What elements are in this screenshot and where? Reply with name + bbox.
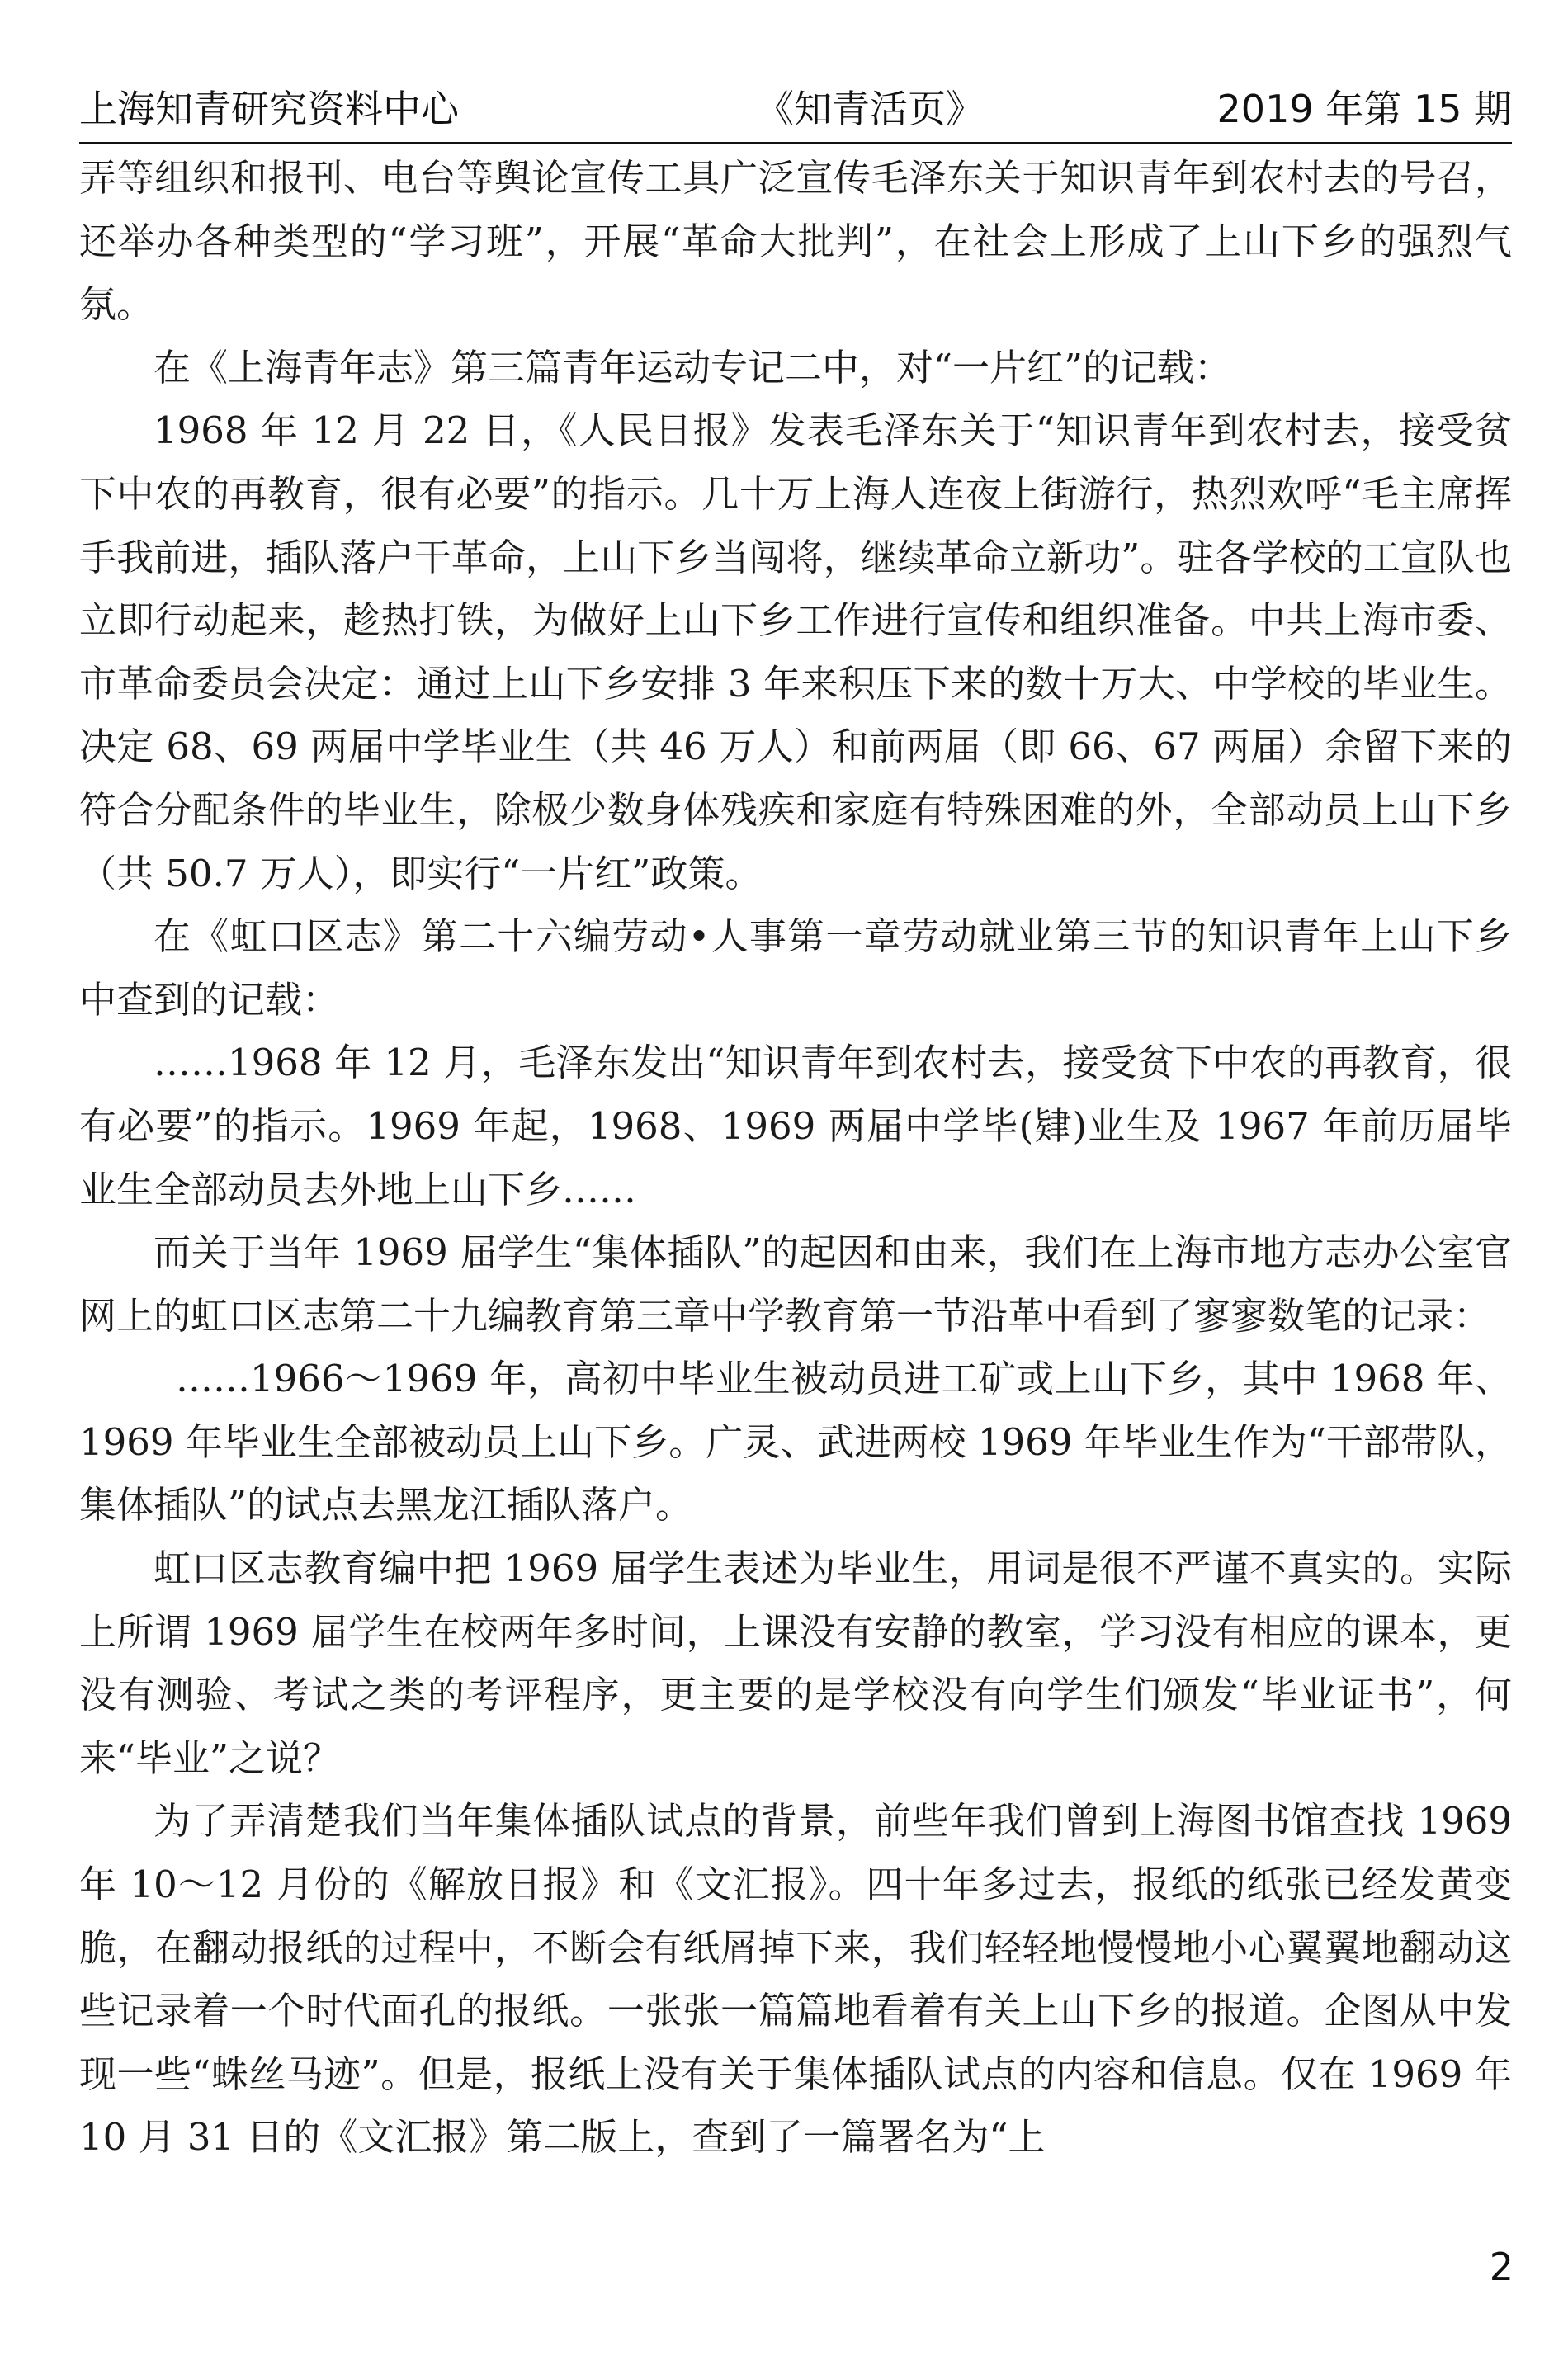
header-publication-title: 《知青活页》 <box>756 87 984 131</box>
paragraph: 弄等组织和报刊、电台等舆论宣传工具广泛宣传毛泽东关于知识青年到农村去的号召，还举办各种类型的“学习班”，开展“革命大批判”，在社会上形成了上山下乡的强烈气氛。 <box>79 156 1512 327</box>
paragraph: ……1968 年 12 月，毛泽东发出“知识青年到农村去，接受贫下中农的再教育，很有必要”的指示。1969 年起，1968、1969 两届中学毕(肄)业生及 1967 年前历届毕业生全部动员去外地上山下乡…… <box>79 1041 1512 1211</box>
paragraph: 在《虹口区志》第二十六编劳动•人事第一章劳动就业第三节的知识青年上山下乡中查到的记载： <box>79 914 1512 1022</box>
paragraph: 在《上海青年志》第三篇青年运动专记二中，对“一片红”的记载： <box>153 345 1232 390</box>
page-header <box>79 79 1512 134</box>
page-number: 2 <box>1489 2245 1514 2289</box>
header-publisher: 上海知青研究资料中心 <box>79 87 459 131</box>
article-body <box>79 147 1512 2170</box>
paragraph: ……1966～1969 年，高初中毕业生被动员进工矿或上山下乡，其中 1968 年、1969 年毕业生全部被动员上山下乡。广灵、武进两校 1969 年毕业生作为“干部带队，集体插队”的试点去黑龙江插队落户。 <box>79 1357 1512 1527</box>
paragraph: 为了弄清楚我们当年集体插队试点的背景，前些年我们曾到上海图书馆查找 1969 年 10～12 月份的《解放日报》和《文汇报》。四十年多过去，报纸的纸张已经发黄变脆，在翻动报纸的过程中，不断会有纸屑掉下来，我们轻轻地慢慢地小心翼翼地翻动这些记录着一个时代面孔的报纸。一张张一篇篇地看着有关上山下乡的报道。企图从中发现一些“蛛丝马迹”。但是，报纸上没有关于集体插队试点的内容和信息。仅在 1969 年 10 月 31 日的《文汇报》第二版上，查到了一篇署名为“上 <box>79 1799 1512 2160</box>
paragraph: 1968 年 12 月 22 日，《人民日报》发表毛泽东关于“知识青年到农村去，接受贫下中农的再教育，很有必要”的指示。几十万上海人连夜上街游行，热烈欢呼“毛主席挥手我前进，插队落户干革命，上山下乡当闯将，继续革命立新功”。驻各学校的工宣队也立即行动起来，趁热打铁，为做好上山下乡工作进行宣传和组织准备。中共上海市委、市革命委员会决定：通过上山下乡安排 3 年来积压下来的数十万大、中学校的毕业生。决定 68、69 两届中学毕业生（共 46 万人）和前两届（即 66、67 两届）余留下来的符合分配条件的毕业生，除极少数身体残疾和家庭有特殊困难的外，全部动员上山下乡（共 50.7 万人），即实行“一片红”政策。 <box>79 408 1512 895</box>
paragraph: 虹口区志教育编中把 1969 届学生表述为毕业生，用词是很不严谨不真实的。实际上所谓 1969 届学生在校两年多时间，上课没有安静的教室，学习没有相应的课本，更没有测验、考试之类的考评程序，更主要的是学校没有向学生们颁发“毕业证书”，何来“毕业”之说？ <box>79 1546 1512 1780</box>
header-rule <box>79 142 1512 144</box>
paragraph: 而关于当年 1969 届学生“集体插队”的起因和由来，我们在上海市地方志办公室官网上的虹口区志第二十九编教育第三章中学教育第一节沿革中看到了寥寥数笔的记录： <box>79 1230 1512 1338</box>
header-issue: 2019 年第 15 期 <box>1216 87 1512 131</box>
